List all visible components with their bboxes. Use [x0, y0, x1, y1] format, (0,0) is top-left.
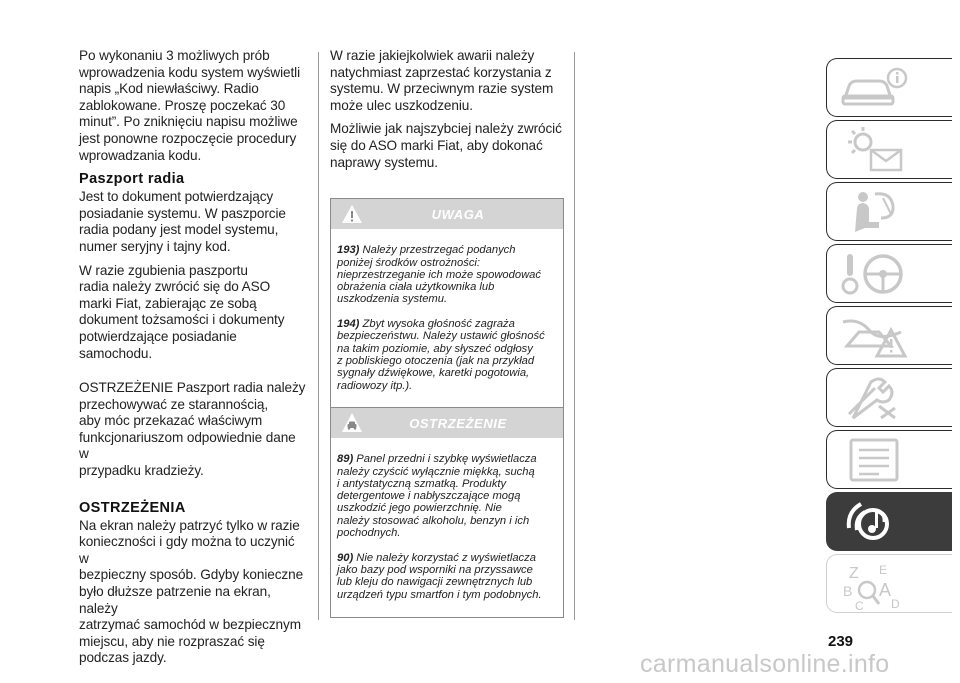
svg-text:A: A — [879, 580, 892, 600]
car-info-icon — [839, 64, 909, 112]
heading-warnings: OSTRZEŻENIA — [79, 499, 186, 516]
tab-emergency[interactable] — [826, 306, 952, 365]
tab-safety[interactable] — [826, 182, 952, 241]
svg-text:D: D — [891, 597, 900, 611]
key-steering-icon — [839, 250, 909, 298]
svg-text:Z: Z — [849, 565, 859, 582]
note-text: Należy przestrzegać podanych poniżej środków ostrożności: nieprzestrzeganie ich może spowodować obrażenia ciała użytkownika lub uszkodzenia systemu. — [337, 244, 541, 306]
paragraph-passport-warning: OSTRZEŻENIE Paszport radia należy przechowywać ze starannością, aby móc przekazać właściwym funkcjonariuszom odpowiednie dane w przypadku kradzieży. — [79, 380, 306, 479]
tab-index[interactable] — [826, 554, 952, 613]
heading-radio-passport: Paszport radia — [79, 171, 185, 188]
multimedia-music-icon — [839, 498, 909, 546]
caution-box-body — [331, 438, 563, 617]
svg-text:E: E — [879, 563, 888, 577]
technical-data-icon — [839, 436, 909, 484]
tab-technical-data[interactable] — [826, 430, 952, 489]
note-number: 90) — [337, 551, 354, 564]
warning-note-194 — [337, 318, 557, 392]
column-divider-left — [318, 52, 319, 620]
watermark: carmanualsonline.info — [640, 650, 890, 678]
paragraph-service: Możliwie jak najszybciej należy zwrócić się do ASO marki Fiat, aby dokonać naprawy systemu. — [330, 121, 562, 170]
page-number: 239 — [828, 633, 854, 650]
caution-note-89 — [337, 453, 557, 539]
note-text: Zbyt wysoka głośność zagraża bezpieczeństwu. Należy ustawić głośność na takim poziomie, aby słyszeć odgłosy z pobliskiego otoczenia (jak na przykład sygnały dźwiękowe, karetki pogotowia, radiowozy itp.). — [337, 318, 545, 392]
paragraph-code-attempts: Po wykonaniu 3 możliwych prób wprowadzenia kodu system wyświetli napis „Kod niewłaściwy. Radio zablokowane. Proszę poczekać 30 minut”. Po zniknięciu napisu możliwe jest ponowne rozpoczęcie procedury wprowadzania kodu. — [79, 48, 300, 163]
warning-box-title: UWAGA — [431, 207, 485, 222]
paragraph-passport-lost: W razie zgubienia paszportu radia należy zwrócić się do ASO marki Fiat, zabierając ze sobą dokument tożsamości i dokumenty potwierdzające posiadanie samochodu. — [79, 262, 285, 361]
warning-box — [330, 198, 564, 409]
warning-box-header — [331, 199, 563, 229]
lights-message-icon — [839, 126, 909, 174]
note-text: Panel przedni i szybkę wyświetlacza należy czyścić wyłącznie miękką, suchą i antystatyczną szmatką. Produkty detergentowe i nabłyszczające mogą uszkodzić jego powierzchnię. Nie należy stosować alkoholu, benzyn i ich pochodnych. — [337, 453, 537, 540]
tab-multimedia[interactable] — [826, 492, 952, 551]
warning-box-body — [331, 229, 563, 408]
note-number: 193) — [337, 244, 360, 257]
text-column-left — [79, 48, 307, 674]
tab-maintenance[interactable] — [826, 368, 952, 427]
caution-box-header — [331, 408, 563, 438]
paragraph-screen-warning: Na ekran należy patrzyć tylko w razie konieczności i gdy można to uczynić w bezpieczny sposób. Gdyby konieczne było dłuższe patrzenie na ekran, należy zatrzymać samochód w bezpiecznym miejscu, aby nie rozpraszać się podczas jazdy. — [79, 517, 304, 666]
alphabetical-index-icon — [839, 560, 909, 612]
tab-starting-driving[interactable] — [826, 244, 952, 303]
paragraph-passport-info: Jest to dokument potwierdzający posiadanie systemu. W paszporcie radia podany jest model systemu, numer seryjny i tajny kod. — [79, 189, 286, 254]
note-number: 194) — [337, 318, 360, 331]
wrench-service-icon — [839, 374, 909, 422]
svg-text:B: B — [843, 583, 853, 599]
caution-box-title: OSTRZEŻENIE — [409, 416, 507, 431]
tab-vehicle-info[interactable] — [826, 58, 952, 117]
road-hazard-icon — [839, 312, 909, 360]
note-text: Nie należy korzystać z wyświetlacza jako bazy pod wsporniki na przyssawce lub kleju do nawigacji zewnętrznych lub urządzeń typu smartfon i tym podobnych. — [337, 551, 542, 601]
column-divider-right — [574, 52, 575, 620]
warning-note-193 — [337, 244, 557, 305]
tab-dashboard[interactable] — [826, 120, 952, 179]
caution-note-90 — [337, 552, 557, 601]
text-column-right — [330, 48, 562, 178]
airbag-seat-icon — [839, 188, 909, 236]
paragraph-failure: W razie jakiejkolwiek awarii należy natychmiast zaprzestać korzystania z systemu. W przeciwnym razie system może ulec uszkodzeniu. — [330, 48, 554, 113]
caution-box — [330, 407, 564, 618]
note-number: 89) — [337, 453, 354, 466]
svg-text:C: C — [855, 599, 864, 612]
